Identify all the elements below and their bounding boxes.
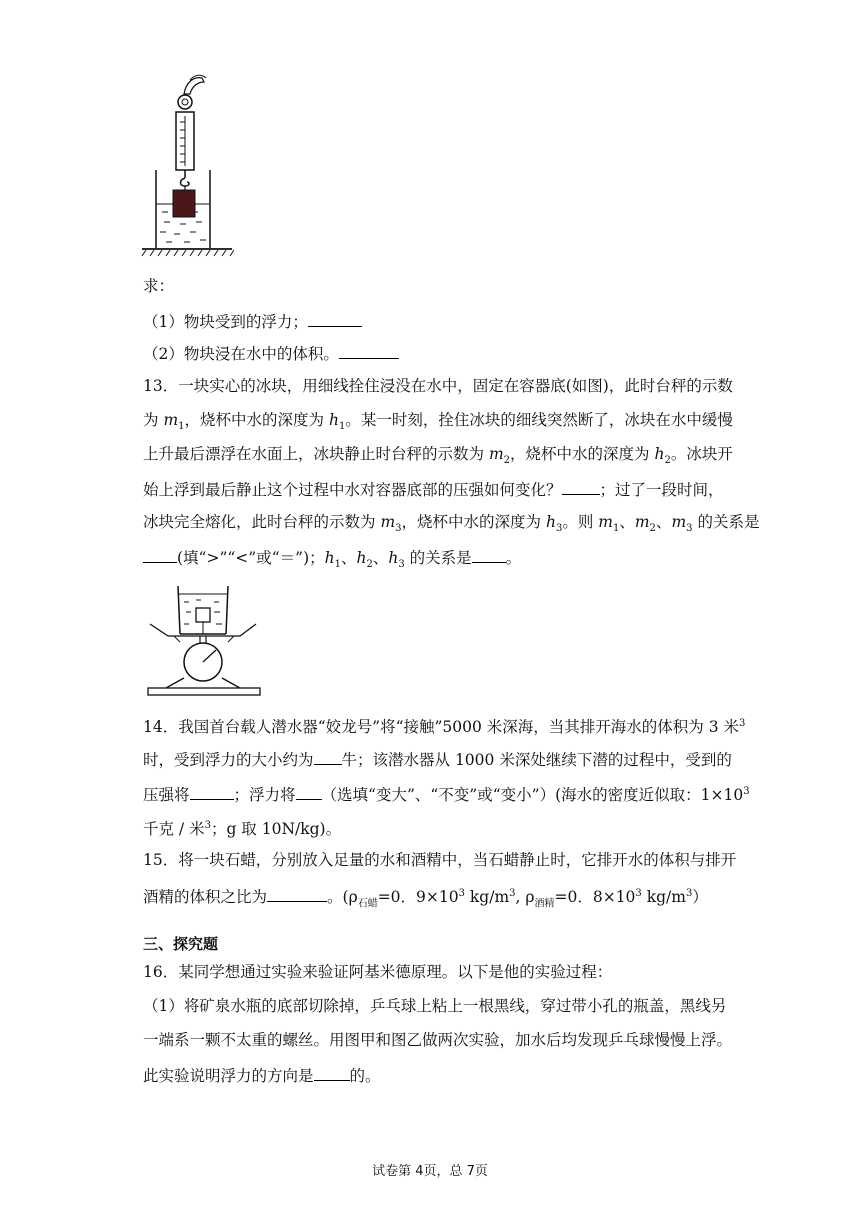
page-footer: 试卷第 4页，总 7页: [372, 1164, 488, 1179]
q13-line2: 为 $m_1$，烧杯中水的深度为 $h_1$。某一时刻，拴住冰块的细线突然断了，冰块在水中缓慢: [143, 411, 733, 433]
section-heading: 三、探究题: [143, 935, 219, 953]
q13-line3: 上升最后漂浮在水面上，冰块静止时台秤的示数为 $m_2$，烧杯中水的深度为 $h_2$。冰块开: [143, 445, 733, 467]
scale-beaker-figure: [144, 582, 264, 698]
q14-line2: 时，受到浮力的大小约为 牛；该潜水器从 1000 米深处继续下潜的过程中，受到的: [143, 748, 732, 770]
q16-line1: 16．某同学想通过实验来验证阿基米德原理。以下是他的实验过程：: [143, 963, 613, 981]
q14-line4: 千克 / 米$^3$；g 取 10N/kg)。: [143, 820, 342, 839]
q16-line3: 一端系一颗不太重的螺丝。用图甲和图乙做两次实验，加水后均发现乒乓球慢慢上浮。: [143, 1031, 733, 1049]
q15-line2: 酒精的体积之比为 。($\rho_{石蜡}=0$．$9\times 10^3$ $kg/m^3$, $\rho_{酒精}=0$．$8\times 10^3$ $kg/m^3$）: [143, 884, 708, 914]
q12-part2: （2）物块浸在水中的体积。: [143, 342, 399, 364]
q13-line5: 冰块完全熔化，此时台秤的示数为 $m_3$，烧杯中水的深度为 $h_3$。则 $m_1$、$m_2$、$m_3$ 的关系是: [143, 513, 760, 535]
q12-part1: （1）物块受到的浮力；: [143, 310, 362, 332]
q14-line1: 14．我国首台载人潜水器“姣龙号”将“接触”5000 米深海，当其排开海水的体积为 3 米$^3$: [143, 718, 746, 737]
q16-line2: （1）将矿泉水瓶的底部切除掉，乒乓球上粘上一根黑线，穿过带小孔的瓶盖，黑线另: [143, 997, 727, 1015]
q13-line1: 13．一块实心的冰块，用细线拴住浸没在水中，固定在容器底(如图)，此时台秤的示数: [143, 377, 733, 395]
q13-line4: 始上浮到最后静止这个过程中水对容器底部的压强如何变化？ ；过了一段时间，: [143, 478, 724, 500]
q15-line1: 15．将一块石蜡，分别放入足量的水和酒精中，当石蜡静止时，它排开水的体积与排开: [143, 851, 737, 869]
q12-ask: 求：: [143, 277, 175, 295]
q13-line6: (填“>”“<”或“＝”)；$h_1$、$h_2$、$h_3$ 的关系是 。: [143, 546, 521, 575]
q16-line4: 此实验说明浮力的方向是 的。: [143, 1064, 381, 1086]
spring-scale-figure: [140, 72, 240, 260]
q14-line3: 压强将 ；浮力将 （选填“变大”、“不变”或“变小”）(海水的密度近似取：$1\times 10^3$: [143, 782, 750, 805]
